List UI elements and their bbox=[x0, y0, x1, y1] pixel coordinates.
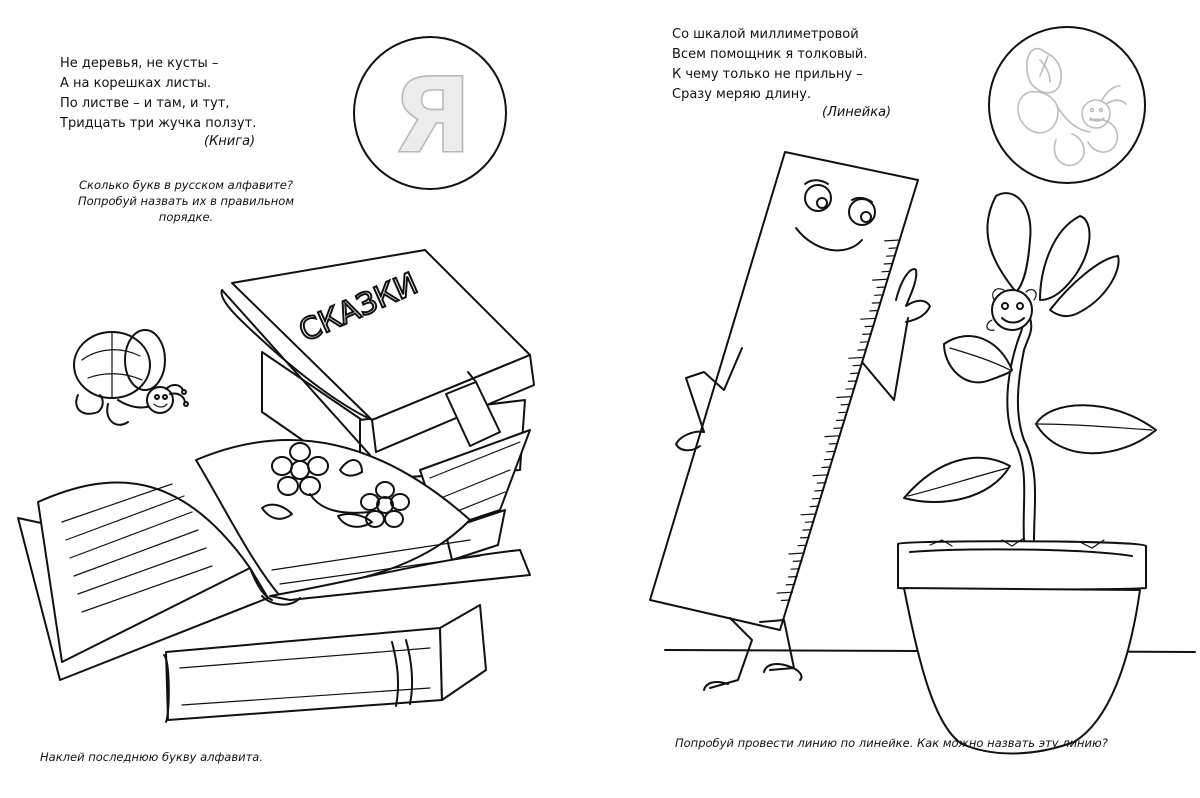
letter-sticker-icon[interactable] bbox=[354, 37, 506, 189]
ruler-tick bbox=[815, 490, 824, 491]
ruler-tick bbox=[858, 350, 867, 351]
fairy-tales-book-illustration bbox=[222, 250, 534, 455]
ruler-tick bbox=[877, 287, 886, 288]
svg-text:СКАЗКИ: СКАЗКИ bbox=[294, 266, 424, 350]
ruler-tick bbox=[810, 506, 819, 507]
ruler-tick bbox=[882, 271, 891, 272]
ruler-tick bbox=[786, 584, 795, 585]
ruler-tick bbox=[827, 451, 836, 452]
ruler-tick bbox=[801, 537, 810, 538]
ruler-tick bbox=[834, 428, 843, 429]
ruler-tick bbox=[872, 303, 881, 304]
ruler-tick bbox=[839, 412, 848, 413]
ruler-tick bbox=[846, 389, 855, 390]
ruler-tick bbox=[798, 545, 807, 546]
ruler-tick bbox=[829, 444, 838, 445]
ruler-tick bbox=[793, 561, 802, 562]
alphabet-question: Сколько букв в русском алфавите? Попробуй назвать их в правильном порядке. bbox=[77, 178, 295, 224]
right-page-instruction: Попробуй провести линию по линейке. Как можно назвать эту линию? bbox=[675, 736, 1108, 750]
left-riddle-answer: (Книга) bbox=[204, 134, 256, 149]
ruler-tick bbox=[848, 381, 857, 382]
ruler-tick bbox=[803, 530, 812, 531]
butterfly-sticker-icon[interactable] bbox=[989, 27, 1145, 183]
ruler-tick bbox=[822, 467, 831, 468]
butterfly-illustration bbox=[74, 330, 188, 425]
ruler-tick bbox=[884, 264, 893, 265]
right-riddle-poem: Со шкалой миллиметровой Всем помощник я толковый. К чему только не прильну – Сразу меряю длину. bbox=[672, 27, 868, 102]
ruler-tick bbox=[863, 334, 872, 335]
ruler-tick bbox=[887, 256, 896, 257]
ruler-tick bbox=[870, 310, 879, 311]
left-riddle-poem: Не деревья, не кусты – А на корешках листы. По листве – и там, и тут, Тридцать три жучка ползут. bbox=[60, 56, 257, 131]
left-page-instruction: Наклей последнюю букву алфавита. bbox=[40, 750, 263, 764]
ruler-tick bbox=[853, 365, 862, 366]
ruler-tick bbox=[817, 483, 826, 484]
bottom-book-illustration bbox=[164, 605, 486, 722]
ruler-tick bbox=[789, 577, 798, 578]
ruler-tick bbox=[865, 326, 874, 327]
ruler-tick bbox=[813, 498, 822, 499]
ruler-tick bbox=[781, 600, 790, 601]
ruler-tick bbox=[889, 248, 898, 249]
ruler-tick bbox=[791, 569, 800, 570]
ruler-tick bbox=[851, 373, 860, 374]
ruler-tick bbox=[860, 342, 869, 343]
ruler-tick bbox=[875, 295, 884, 296]
potted-flower-illustration bbox=[898, 193, 1156, 753]
svg-text:Я: Я bbox=[391, 55, 473, 177]
ruler-character-illustration bbox=[650, 152, 930, 690]
ruler-tick bbox=[824, 459, 833, 460]
ruler-tick bbox=[805, 522, 814, 523]
right-riddle-answer: (Линейка) bbox=[822, 105, 892, 120]
ruler-tick bbox=[836, 420, 845, 421]
ruler-tick bbox=[841, 404, 850, 405]
